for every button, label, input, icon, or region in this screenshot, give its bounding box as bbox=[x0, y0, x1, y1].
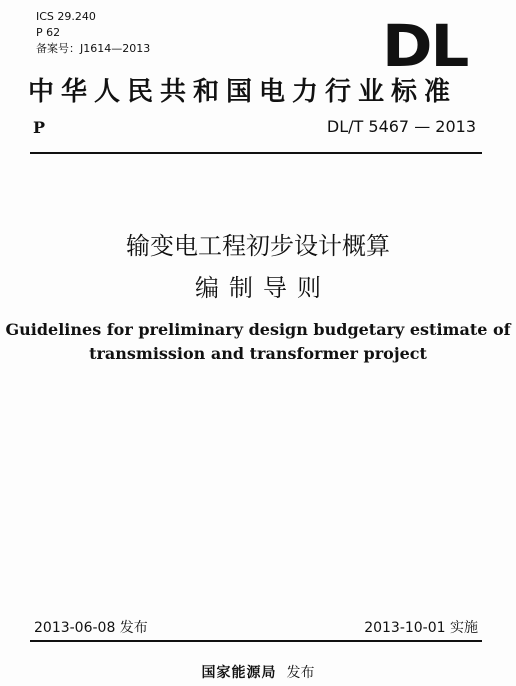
standard-type-heading: 中华人民共和国电力行业标准 bbox=[28, 77, 458, 107]
classification-letter: P bbox=[33, 118, 46, 137]
publisher-action: 发布 bbox=[286, 665, 315, 681]
issue-date: 2013-06-08 发布 bbox=[34, 620, 148, 636]
title-zh-line2: 编制导则 bbox=[195, 274, 331, 302]
effective-date: 2013-10-01 实施 bbox=[364, 620, 478, 636]
bottom-divider bbox=[30, 640, 482, 642]
standard-number: DL/T 5467 — 2013 bbox=[326, 117, 476, 136]
publisher-name: 国家能源局 bbox=[201, 665, 277, 681]
title-en-line1: Guidelines for preliminary design budgetary estimate of bbox=[5, 320, 511, 339]
ics-code: ICS 29.240 bbox=[36, 10, 96, 23]
publisher-line bbox=[0, 662, 516, 682]
title-en-line2: transmission and transformer project bbox=[89, 344, 427, 363]
dl-logo: DL bbox=[382, 12, 468, 80]
filing-number: 备案号：J1614—2013 bbox=[36, 42, 151, 55]
top-divider bbox=[30, 152, 482, 154]
category-code: P 62 bbox=[36, 26, 61, 39]
title-zh-line1: 输变电工程初步设计概算 bbox=[126, 232, 390, 260]
